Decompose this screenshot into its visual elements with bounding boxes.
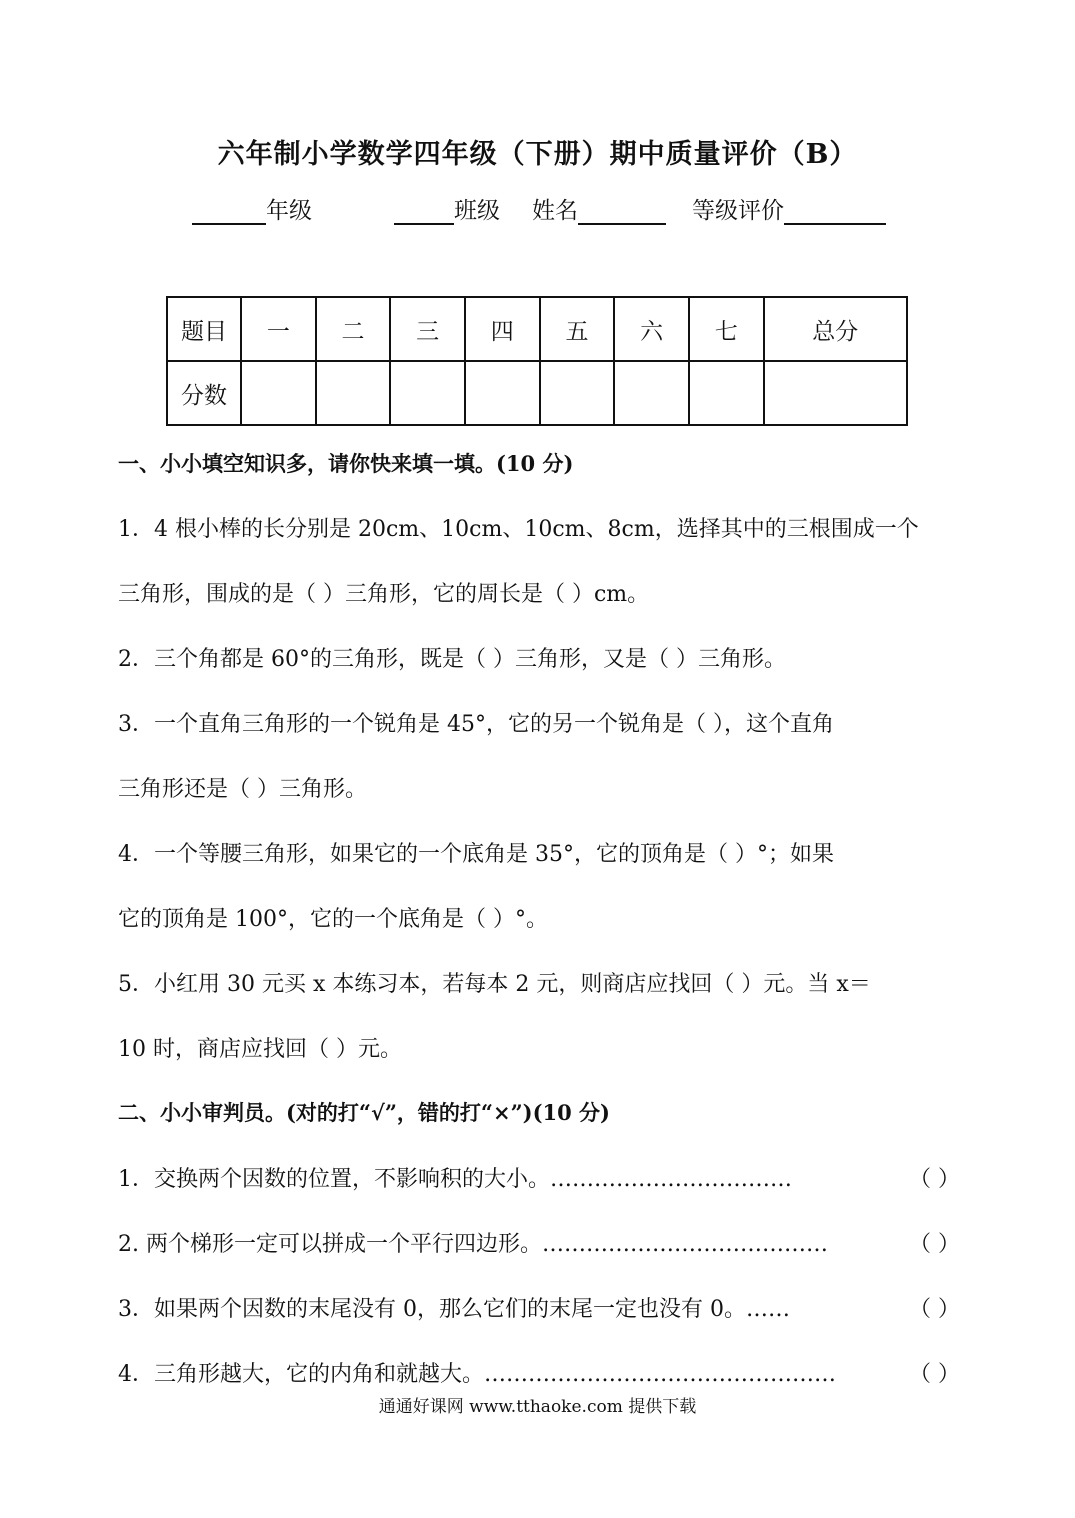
table-header-cell: 总分 <box>764 297 907 361</box>
rating-field: 等级评价 <box>692 192 886 225</box>
rating-blank[interactable] <box>784 197 886 225</box>
question-line: 4．一个等腰三角形，如果它的一个底角是 35°，它的顶角是（ ）°；如果 <box>118 842 834 867</box>
name-field: 姓名 <box>532 192 666 225</box>
table-header-cell: 二 <box>316 297 391 361</box>
table-header-cell: 四 <box>465 297 540 361</box>
score-cell[interactable] <box>764 361 907 425</box>
question-line: 10 时，商店应找回（ ）元。 <box>118 1037 402 1062</box>
section1-heading: 一、小小填空知识多，请你快来填一填。(10 分) <box>118 451 574 476</box>
score-cell[interactable] <box>540 361 615 425</box>
class-blank[interactable] <box>394 197 454 225</box>
class-field: 班级 <box>394 192 500 225</box>
name-blank[interactable] <box>578 197 666 225</box>
score-cell[interactable] <box>614 361 689 425</box>
question-line: 三角形还是（ ）三角形。 <box>118 777 367 802</box>
table-score-row <box>167 361 907 425</box>
table-header-cell: 三 <box>390 297 465 361</box>
judgement-text: 4．三角形越大，它的内角和就越大。………………………………………… <box>118 1362 836 1387</box>
question-line: 1．4 根小棒的长分别是 20cm、10cm、10cm、8cm，选择其中的三根围成一个 <box>118 517 919 542</box>
judgement-text: 2. 两个梯形一定可以拼成一个平行四边形。………………………………… <box>118 1232 828 1257</box>
table-header-cell: 六 <box>614 297 689 361</box>
page-title: 六年制小学数学四年级（下册）期中质量评价（B） <box>217 139 858 170</box>
answer-parens[interactable]: （ ） <box>909 1297 960 1322</box>
question-line: 5．小红用 30 元买 x 本练习本，若每本 2 元，则商店应找回（ ）元。当 x＝ <box>118 972 871 997</box>
table-header-cell: 一 <box>241 297 316 361</box>
question-line: 它的顶角是 100°，它的一个底角是（ ）°。 <box>118 907 548 932</box>
table-header-row <box>167 297 907 361</box>
section2-heading: 二、小小审判员。(对的打“√”，错的打“×”)(10 分) <box>118 1100 610 1125</box>
score-cell[interactable] <box>465 361 540 425</box>
score-cell[interactable] <box>689 361 764 425</box>
score-cell[interactable] <box>241 361 316 425</box>
judgement-text: 1．交换两个因数的位置，不影响积的大小。…………………………… <box>118 1167 792 1192</box>
question-line: 3．一个直角三角形的一个锐角是 45°，它的另一个锐角是（ ），这个直角 <box>118 712 834 737</box>
table-header-cell: 七 <box>689 297 764 361</box>
grade-blank[interactable] <box>192 197 266 225</box>
grade-field: 年级 <box>192 192 312 225</box>
page-footer: 通通好课网 www.tthaoke.com 提供下载 <box>378 1397 697 1417</box>
answer-parens[interactable]: （ ） <box>909 1362 960 1387</box>
score-cell[interactable] <box>390 361 465 425</box>
question-line: 2．三个角都是 60°的三角形，既是（ ）三角形，又是（ ）三角形。 <box>118 647 786 672</box>
answer-parens[interactable]: （ ） <box>909 1232 960 1257</box>
answer-parens[interactable]: （ ） <box>909 1167 960 1192</box>
judgement-text: 3．如果两个因数的末尾没有 0，那么它们的末尾一定也没有 0。…… <box>118 1297 790 1322</box>
table-score-label: 分数 <box>167 361 241 425</box>
table-header-cell: 五 <box>540 297 615 361</box>
table-header-cell: 题目 <box>167 297 241 361</box>
score-cell[interactable] <box>316 361 391 425</box>
student-info-row <box>192 192 912 226</box>
question-line: 三角形，围成的是（ ）三角形，它的周长是（ ）cm。 <box>118 582 650 607</box>
score-table <box>166 296 908 426</box>
